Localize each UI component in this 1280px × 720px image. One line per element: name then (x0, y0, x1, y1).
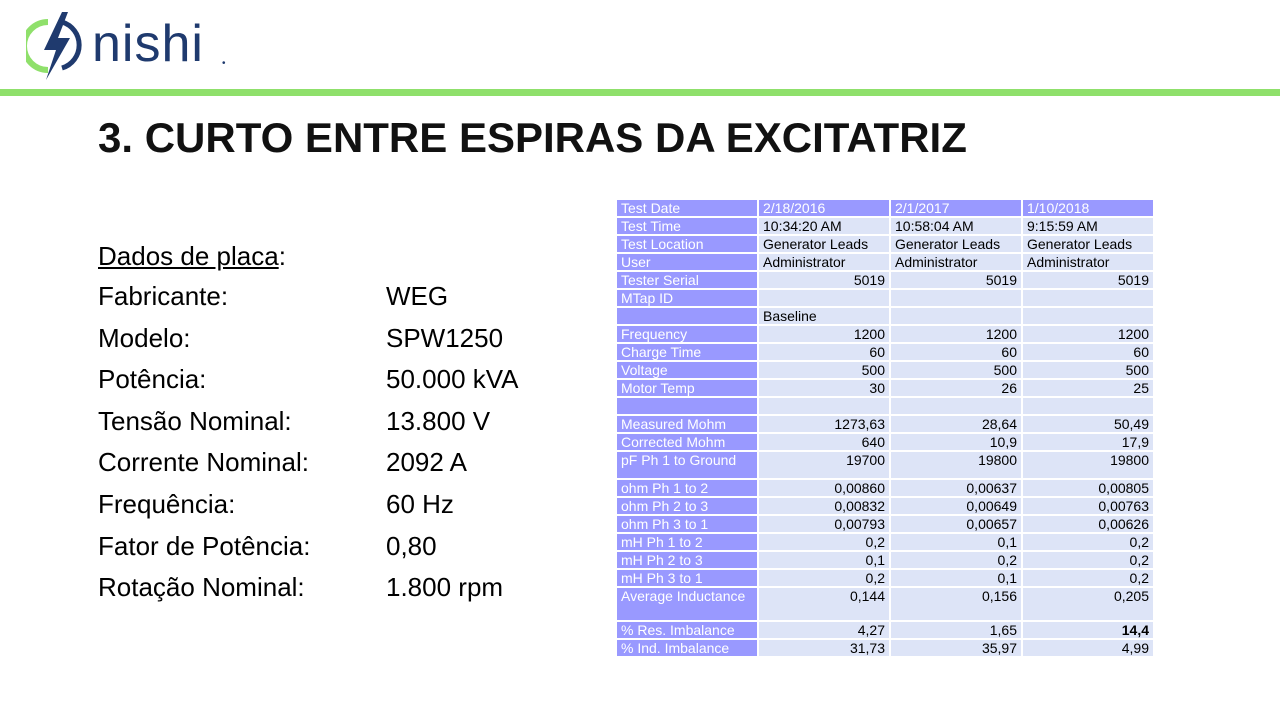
row-label: ohm Ph 2 to 3 (617, 498, 757, 514)
row-label: Measured Mohm (617, 416, 757, 432)
row-label: pF Ph 1 to Ground (617, 452, 757, 478)
row-label (617, 398, 757, 414)
table-cell: 10:58:04 AM (891, 218, 1021, 234)
specs-heading: Dados de placa: (98, 241, 286, 271)
row-label: ohm Ph 1 to 2 (617, 480, 757, 496)
table-cell: 0,00805 (1023, 480, 1153, 496)
nameplate-specs (98, 236, 519, 609)
table-cell: 19800 (891, 452, 1021, 478)
table-cell (891, 290, 1021, 306)
spec-label: Corrente Nominal: (98, 447, 309, 478)
spec-label: Fator de Potência: (98, 530, 311, 561)
row-label: Average Inductance (617, 588, 757, 620)
spec-label: Tensão Nominal: (98, 405, 292, 436)
row-label: MTap ID (617, 290, 757, 306)
table-cell: Baseline (759, 308, 889, 324)
row-label: % Ind. Imbalance (617, 640, 757, 656)
spec-row (98, 318, 519, 360)
table-row (617, 272, 1153, 288)
table-cell: 500 (1023, 362, 1153, 378)
table-row (617, 344, 1153, 360)
table-cell: 4,27 (759, 622, 889, 638)
table-row (617, 588, 1153, 620)
table-row (617, 516, 1153, 532)
table-cell: 4,99 (1023, 640, 1153, 656)
brand-name: nishi (92, 15, 204, 73)
row-label: Frequency (617, 326, 757, 342)
spec-label: Modelo: (98, 322, 191, 353)
brand-registered-dot: • (222, 58, 226, 69)
table-row (617, 622, 1153, 638)
table-cell: 0,2 (759, 570, 889, 586)
table-row (617, 362, 1153, 378)
spec-value: WEG (386, 281, 449, 311)
table-header-row (617, 200, 1153, 216)
table-cell: 0,2 (891, 552, 1021, 568)
table-row (617, 480, 1153, 496)
table-cell: 0,00793 (759, 516, 889, 532)
column-date: 2/18/2016 (759, 200, 889, 216)
table-cell: 0,205 (1023, 588, 1153, 620)
table-cell: 0,2 (1023, 570, 1153, 586)
table-cell: 1200 (891, 326, 1021, 342)
spec-value: 60 Hz (386, 488, 454, 519)
table-cell: 0,156 (891, 588, 1021, 620)
spec-value: 50.000 kVA (386, 364, 519, 395)
table-cell: Administrator (1023, 254, 1153, 270)
table-cell: 60 (759, 344, 889, 360)
row-label: Voltage (617, 362, 757, 378)
test-results-table (615, 198, 1155, 658)
row-label: User (617, 254, 757, 270)
lightning-circle-icon (26, 10, 84, 80)
table-cell: 35,97 (891, 640, 1021, 656)
table-cell: 60 (1023, 344, 1153, 360)
header-divider (0, 89, 1280, 96)
spec-row (98, 401, 519, 443)
table-cell: 0,00649 (891, 498, 1021, 514)
table-cell: Administrator (891, 254, 1021, 270)
spec-value: 0,80 (386, 530, 437, 561)
spec-row (98, 526, 519, 568)
table-cell: 9:15:59 AM (1023, 218, 1153, 234)
table-row (617, 308, 1153, 324)
table-cell: 1200 (759, 326, 889, 342)
table-cell: 14,4 (1023, 622, 1153, 638)
row-label: Tester Serial (617, 272, 757, 288)
header-label: Test Date (617, 200, 757, 216)
spec-row (98, 567, 519, 609)
table-row (617, 498, 1153, 514)
table-cell (1023, 290, 1153, 306)
table-cell: 0,2 (1023, 534, 1153, 550)
table-cell: 0,2 (759, 534, 889, 550)
table-cell: 28,64 (891, 416, 1021, 432)
table-cell: 1,65 (891, 622, 1021, 638)
spec-value: 13.800 V (386, 405, 491, 436)
page-title: 3. CURTO ENTRE ESPIRAS DA EXCITATRIZ (98, 114, 967, 161)
spec-label: Fabricante: (98, 281, 229, 311)
table-cell: 5019 (759, 272, 889, 288)
table-cell: 19700 (759, 452, 889, 478)
row-label: mH Ph 2 to 3 (617, 552, 757, 568)
table-cell: 0,2 (1023, 552, 1153, 568)
table-row (617, 254, 1153, 270)
row-label: % Res. Imbalance (617, 622, 757, 638)
nishi-logo (26, 10, 236, 82)
table-cell: 500 (759, 362, 889, 378)
table-cell: 0,00860 (759, 480, 889, 496)
table-cell: 5019 (891, 272, 1021, 288)
spec-value: 2092 A (386, 447, 467, 478)
table-row (617, 640, 1153, 656)
table-cell: 0,00763 (1023, 498, 1153, 514)
spec-label: Rotação Nominal: (98, 572, 305, 603)
row-label: mH Ph 3 to 1 (617, 570, 757, 586)
table-row (617, 236, 1153, 252)
table-row (617, 398, 1153, 414)
table-cell: Generator Leads (759, 236, 889, 252)
table-cell: 0,1 (891, 570, 1021, 586)
table-cell: 10:34:20 AM (759, 218, 889, 234)
spec-row (98, 359, 519, 401)
table-cell (1023, 398, 1153, 414)
table-row (617, 326, 1153, 342)
row-label (617, 308, 757, 324)
row-label: ohm Ph 3 to 1 (617, 516, 757, 532)
spec-row (98, 484, 519, 526)
spec-row (98, 442, 519, 484)
table-cell: 0,00626 (1023, 516, 1153, 532)
table-cell (891, 398, 1021, 414)
table-cell: 31,73 (759, 640, 889, 656)
table-cell: 60 (891, 344, 1021, 360)
table-cell: 10,9 (891, 434, 1021, 450)
row-label: Charge Time (617, 344, 757, 360)
table-row (617, 452, 1153, 478)
row-label: Motor Temp (617, 380, 757, 396)
spec-label: Potência: (98, 364, 207, 395)
table-cell: 1200 (1023, 326, 1153, 342)
table-cell: Administrator (759, 254, 889, 270)
table-row (617, 552, 1153, 568)
table-cell: 17,9 (1023, 434, 1153, 450)
table-cell: 30 (759, 380, 889, 396)
table-cell: 26 (891, 380, 1021, 396)
table-cell: 640 (759, 434, 889, 450)
column-date: 2/1/2017 (891, 200, 1021, 216)
row-label: Test Time (617, 218, 757, 234)
table-row (617, 570, 1153, 586)
table-cell (891, 308, 1021, 324)
table-cell (1023, 308, 1153, 324)
table-cell (759, 290, 889, 306)
spec-value: SPW1250 (386, 322, 504, 353)
table-cell: 50,49 (1023, 416, 1153, 432)
table-row (617, 534, 1153, 550)
table-cell: 5019 (1023, 272, 1153, 288)
spec-value: 1.800 rpm (386, 572, 504, 603)
table-cell: 0,00832 (759, 498, 889, 514)
table-cell: 500 (891, 362, 1021, 378)
table-cell: 0,00657 (891, 516, 1021, 532)
column-date: 1/10/2018 (1023, 200, 1153, 216)
table-cell: 19800 (1023, 452, 1153, 478)
table-cell: Generator Leads (1023, 236, 1153, 252)
row-label: Corrected Mohm (617, 434, 757, 450)
table-cell: Generator Leads (891, 236, 1021, 252)
table-body (617, 218, 1153, 656)
table-row (617, 416, 1153, 432)
spec-label: Frequência: (98, 488, 236, 519)
table-row (617, 290, 1153, 306)
table-row (617, 218, 1153, 234)
table-cell: 0,144 (759, 588, 889, 620)
table-cell: 1273,63 (759, 416, 889, 432)
table-cell: 0,00637 (891, 480, 1021, 496)
table-cell (759, 398, 889, 414)
row-label: mH Ph 1 to 2 (617, 534, 757, 550)
table-cell: 0,1 (891, 534, 1021, 550)
table-row (617, 380, 1153, 396)
spec-row (98, 276, 519, 318)
table-cell: 0,1 (759, 552, 889, 568)
table-row (617, 434, 1153, 450)
row-label: Test Location (617, 236, 757, 252)
table-cell: 25 (1023, 380, 1153, 396)
